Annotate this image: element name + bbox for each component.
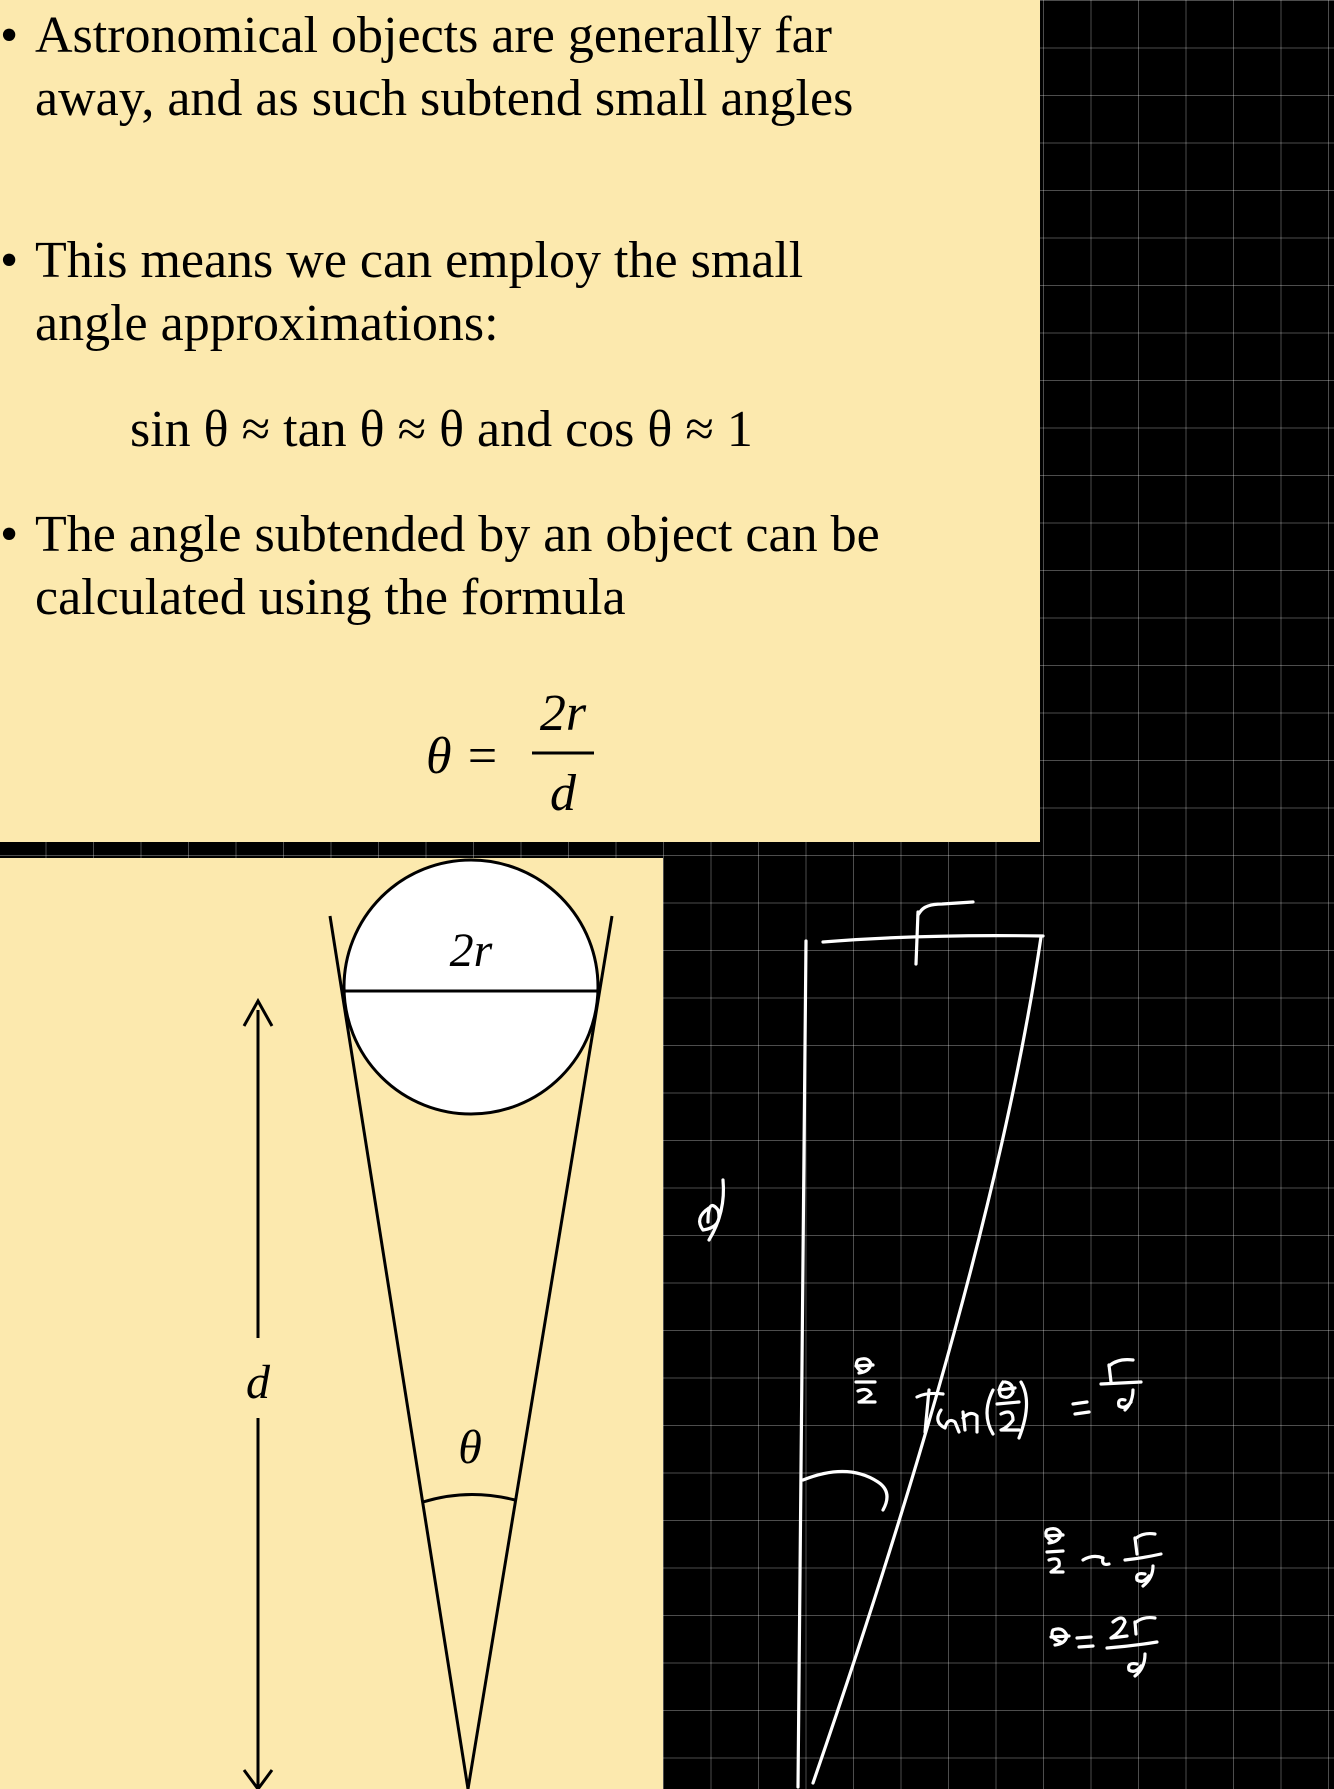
subtended-angle-diagram — [0, 858, 663, 1789]
object-circle — [344, 860, 598, 1114]
triangle-hypotenuse — [813, 937, 1041, 1783]
handwriting-canvas — [663, 842, 1334, 1789]
triangle-left-side — [798, 941, 806, 1787]
theta-final — [1051, 1629, 1069, 1645]
angle-label: θ — [458, 1421, 482, 1474]
equals-sign-3 — [1077, 1637, 1093, 1647]
bullet-dot: • — [0, 506, 19, 563]
tan-word — [917, 1390, 977, 1432]
bullet-dot: • — [0, 7, 19, 64]
equals-sign-1 — [1073, 1402, 1089, 1414]
r-over-d-2 — [1125, 1534, 1161, 1586]
theta-half-label — [856, 1359, 875, 1402]
theta-half-inner — [997, 1382, 1019, 1430]
diameter-label: 2r — [449, 924, 493, 977]
r-top-label — [918, 902, 973, 915]
formula-denominator: d — [550, 765, 576, 822]
two-r-over-d — [1107, 1618, 1157, 1676]
handwritten-notes — [663, 842, 1334, 1789]
slide-text-panel — [0, 0, 1040, 842]
theta-half-2 — [1046, 1529, 1063, 1572]
small-angle-approximations: sin θ ≈ tan θ ≈ θ and cos θ ≈ 1 — [130, 401, 753, 458]
d-side-label — [700, 1180, 724, 1240]
formula-lhs: θ = — [426, 728, 500, 785]
bullet-dot: • — [0, 232, 19, 289]
bullet-2-text: This means we can employ the small angle approximations: — [35, 232, 804, 352]
angle-arc — [423, 1494, 515, 1502]
open-paren — [987, 1390, 993, 1434]
r-over-d-1 — [1101, 1360, 1141, 1410]
equals-sign-2 — [1083, 1556, 1109, 1564]
angle-arc-scribble — [803, 1471, 887, 1510]
bullet-3-text: The angle subtended by an object can be calculated using the formula — [35, 506, 880, 626]
bullet-1-text: Astronomical objects are generally far away, and as such subtend small angles — [35, 7, 854, 127]
slide-figure-panel — [0, 858, 663, 1789]
formula-numerator: 2r — [539, 685, 587, 742]
distance-label: d — [246, 1356, 270, 1409]
triangle-top-side — [823, 936, 1043, 942]
